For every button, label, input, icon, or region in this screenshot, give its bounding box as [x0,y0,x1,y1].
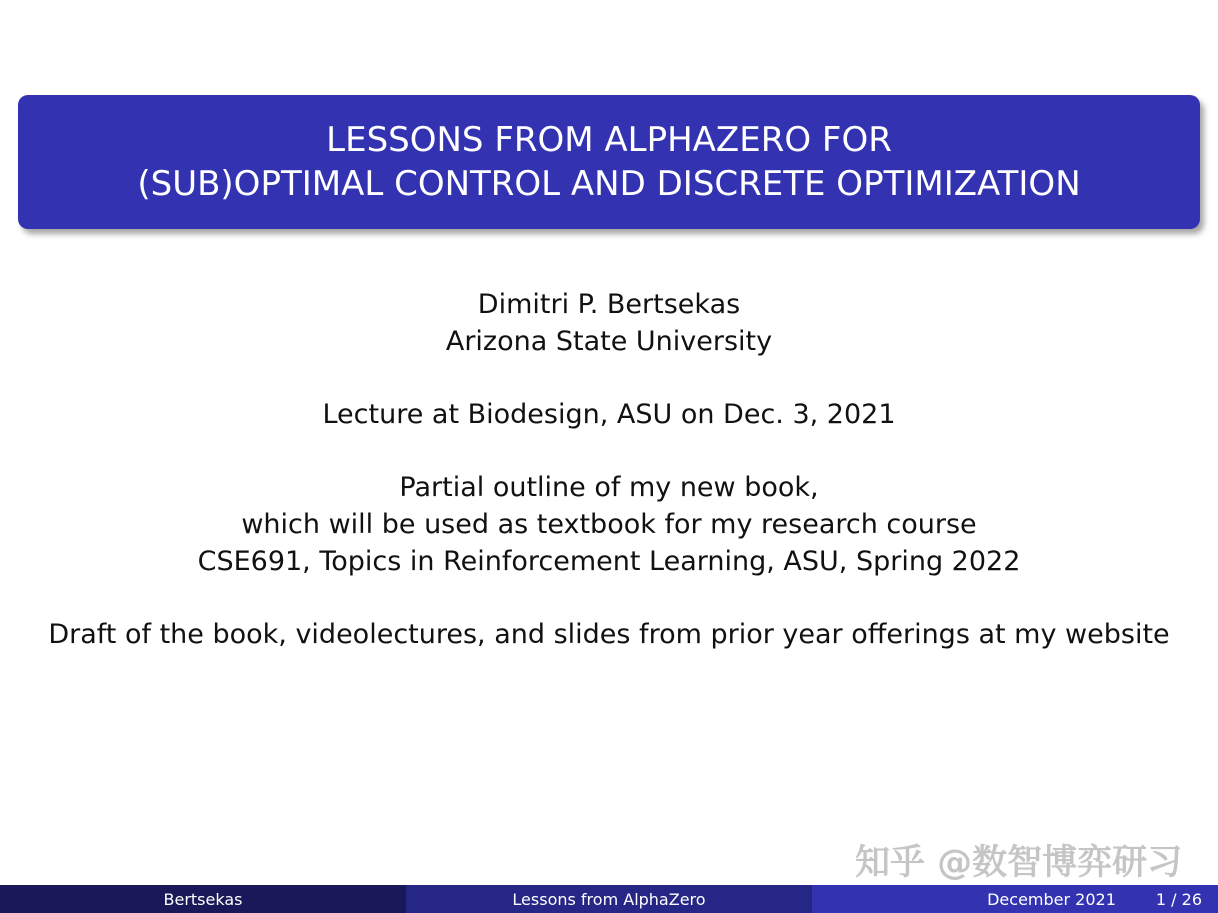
slide-title-line-2: (SUB)OPTIMAL CONTROL AND DISCRETE OPTIMIZATION [137,164,1081,204]
lecture-info [0,396,1218,433]
slide-title-box [18,95,1200,229]
book-outline-block [0,469,1218,580]
footer-date-segment [812,885,1218,913]
author-name: Dimitri P. Bertsekas [477,289,741,320]
draft-note: Draft of the book, videolectures, and slides from prior year offerings at my website [48,619,1170,650]
slide-footer [0,885,1218,913]
footer-page-number: 1 / 26 [1155,889,1202,909]
footer-short-title: Lessons from AlphaZero [512,889,706,909]
footer-title-segment [406,885,812,913]
outline-line-1: Partial outline of my new book, [399,472,819,503]
footer-author: Bertsekas [163,889,243,909]
footer-author-segment [0,885,406,913]
lecture-line: Lecture at Biodesign, ASU on Dec. 3, 2021 [322,399,896,430]
footer-date: December 2021 [987,889,1116,909]
author-block [0,286,1218,360]
author-institution: Arizona State University [445,326,773,357]
slide-title-line-1: LESSONS FROM ALPHAZERO FOR [326,120,892,160]
draft-note-block [0,616,1218,653]
watermark: 知乎 @数智博弈研习 [855,843,1183,883]
outline-line-2: which will be used as textbook for my research course [241,509,977,540]
outline-line-3: CSE691, Topics in Reinforcement Learning, ASU, Spring 2022 [197,546,1021,577]
